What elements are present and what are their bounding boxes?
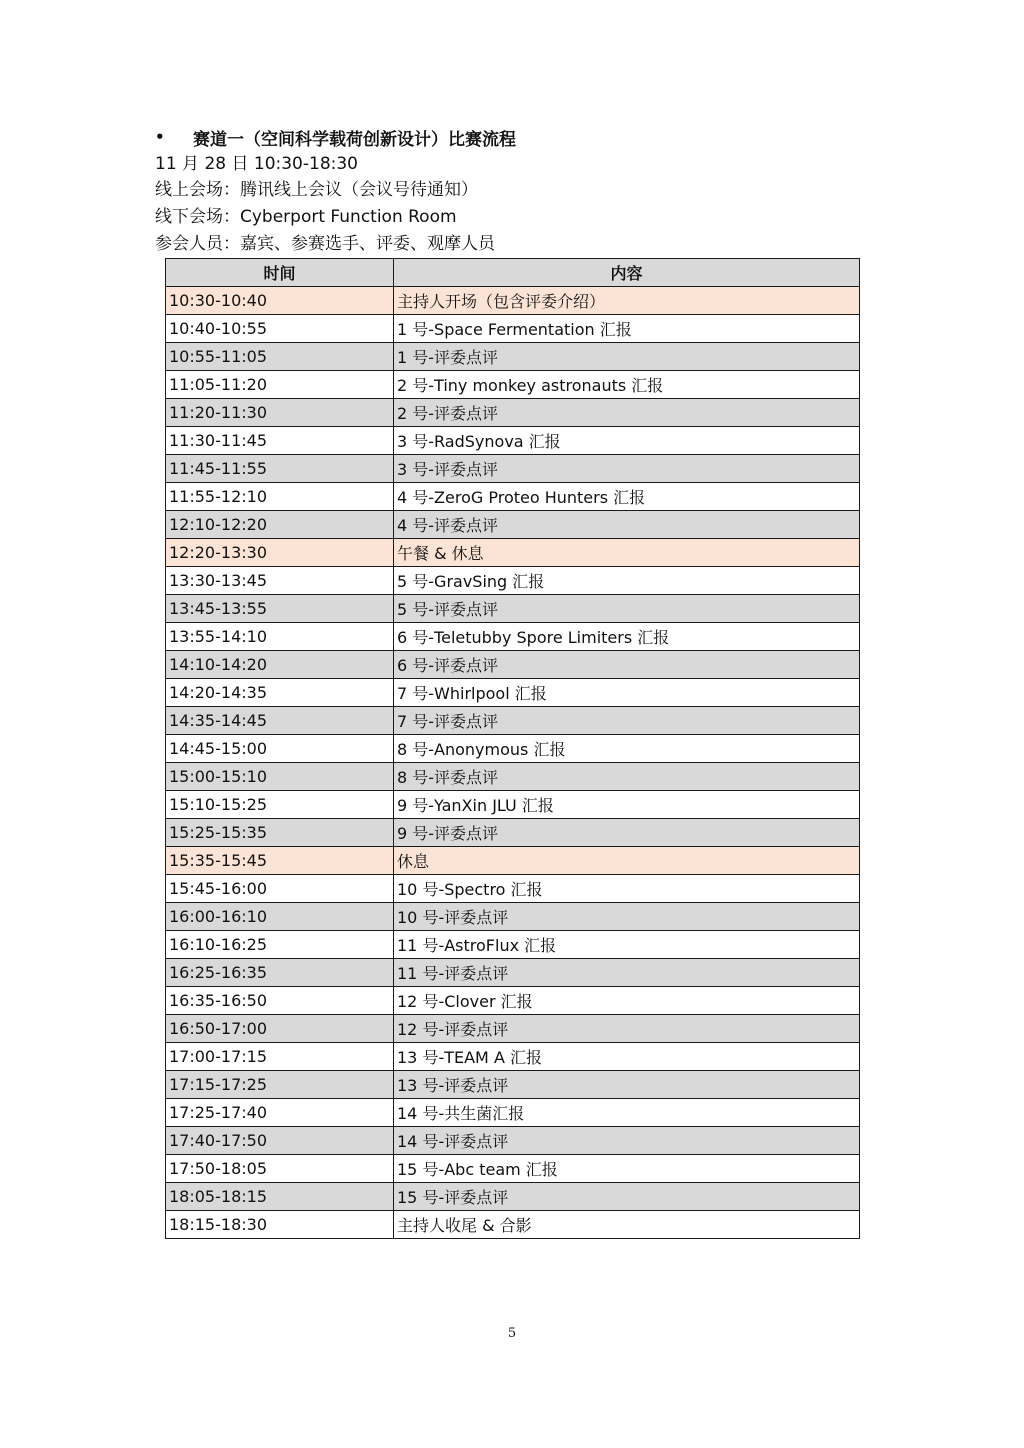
time-cell: 17:25-17:40 [166, 1099, 394, 1127]
table-row [166, 343, 860, 371]
schedule-table [165, 258, 860, 1239]
table-row [166, 763, 860, 791]
table-row [166, 399, 860, 427]
time-cell: 16:50-17:00 [166, 1015, 394, 1043]
content-cell: 13 号-评委点评 [394, 1071, 860, 1099]
time-cell: 11:55-12:10 [166, 483, 394, 511]
time-cell: 14:35-14:45 [166, 707, 394, 735]
table-row [166, 1043, 860, 1071]
time-cell: 14:20-14:35 [166, 679, 394, 707]
section-title: 赛道一（空间科学载荷创新设计）比赛流程 [193, 129, 516, 150]
content-cell: 11 号-AstroFlux 汇报 [394, 931, 860, 959]
content-cell: 14 号-评委点评 [394, 1127, 860, 1155]
page-number: 5 [507, 1326, 517, 1341]
table-row [166, 455, 860, 483]
table-row [166, 875, 860, 903]
table-row [166, 959, 860, 987]
time-cell: 15:35-15:45 [166, 847, 394, 875]
table-row [166, 1211, 860, 1239]
section-heading [155, 124, 516, 150]
content-cell: 13 号-TEAM A 汇报 [394, 1043, 860, 1071]
time-cell: 17:40-17:50 [166, 1127, 394, 1155]
time-cell: 11:20-11:30 [166, 399, 394, 427]
content-cell: 1 号-Space Fermentation 汇报 [394, 315, 860, 343]
table-row [166, 567, 860, 595]
table-row [166, 931, 860, 959]
content-cell: 15 号-Abc team 汇报 [394, 1155, 860, 1183]
table-row [166, 623, 860, 651]
table-header-row [166, 259, 860, 287]
content-cell: 主持人收尾 & 合影 [394, 1211, 860, 1239]
table-row [166, 483, 860, 511]
time-cell: 13:30-13:45 [166, 567, 394, 595]
table-row [166, 679, 860, 707]
time-cell: 10:40-10:55 [166, 315, 394, 343]
content-cell: 8 号-评委点评 [394, 763, 860, 791]
time-cell: 17:50-18:05 [166, 1155, 394, 1183]
table-row [166, 651, 860, 679]
table-row [166, 707, 860, 735]
content-cell: 2 号-评委点评 [394, 399, 860, 427]
time-cell: 12:10-12:20 [166, 511, 394, 539]
content-cell: 午餐 & 休息 [394, 539, 860, 567]
table-row [166, 987, 860, 1015]
content-cell: 主持人开场（包含评委介绍） [394, 287, 860, 315]
time-cell: 10:30-10:40 [166, 287, 394, 315]
content-cell: 12 号-评委点评 [394, 1015, 860, 1043]
table-row [166, 427, 860, 455]
content-cell: 5 号-GravSing 汇报 [394, 567, 860, 595]
time-cell: 15:25-15:35 [166, 819, 394, 847]
time-cell: 10:55-11:05 [166, 343, 394, 371]
attendees: 参会人员：嘉宾、参赛选手、评委、观摩人员 [155, 234, 495, 254]
time-cell: 14:45-15:00 [166, 735, 394, 763]
table-row [166, 819, 860, 847]
content-cell: 12 号-Clover 汇报 [394, 987, 860, 1015]
time-cell: 16:10-16:25 [166, 931, 394, 959]
table-row [166, 315, 860, 343]
content-cell: 3 号-评委点评 [394, 455, 860, 483]
content-cell: 3 号-RadSynova 汇报 [394, 427, 860, 455]
time-cell: 14:10-14:20 [166, 651, 394, 679]
table-row [166, 847, 860, 875]
content-cell: 2 号-Tiny monkey astronauts 汇报 [394, 371, 860, 399]
time-cell: 13:45-13:55 [166, 595, 394, 623]
content-cell: 1 号-评委点评 [394, 343, 860, 371]
time-cell: 16:00-16:10 [166, 903, 394, 931]
table-row [166, 539, 860, 567]
content-cell: 7 号-评委点评 [394, 707, 860, 735]
table-row [166, 735, 860, 763]
content-cell: 5 号-评委点评 [394, 595, 860, 623]
table-row [166, 1071, 860, 1099]
online-venue: 线上会场：腾讯线上会议（会议号待通知） [155, 180, 478, 200]
offline-venue: 线下会场：Cyberport Function Room [155, 207, 457, 227]
time-cell: 15:00-15:10 [166, 763, 394, 791]
content-cell: 15 号-评委点评 [394, 1183, 860, 1211]
content-cell: 9 号-YanXin JLU 汇报 [394, 791, 860, 819]
table-row [166, 511, 860, 539]
content-cell: 6 号-评委点评 [394, 651, 860, 679]
time-cell: 13:55-14:10 [166, 623, 394, 651]
table-row [166, 371, 860, 399]
table-row [166, 287, 860, 315]
time-cell: 12:20-13:30 [166, 539, 394, 567]
content-cell: 10 号-评委点评 [394, 903, 860, 931]
time-cell: 16:35-16:50 [166, 987, 394, 1015]
content-cell: 9 号-评委点评 [394, 819, 860, 847]
table-row [166, 1183, 860, 1211]
time-cell: 15:10-15:25 [166, 791, 394, 819]
content-cell: 4 号-评委点评 [394, 511, 860, 539]
content-cell: 10 号-Spectro 汇报 [394, 875, 860, 903]
table-row [166, 1015, 860, 1043]
content-cell: 6 号-Teletubby Spore Limiters 汇报 [394, 623, 860, 651]
time-cell: 18:15-18:30 [166, 1211, 394, 1239]
header-content: 内容 [394, 259, 860, 287]
time-cell: 18:05-18:15 [166, 1183, 394, 1211]
time-cell: 16:25-16:35 [166, 959, 394, 987]
time-cell: 11:05-11:20 [166, 371, 394, 399]
table-row [166, 1099, 860, 1127]
content-cell: 11 号-评委点评 [394, 959, 860, 987]
time-cell: 17:00-17:15 [166, 1043, 394, 1071]
time-cell: 15:45-16:00 [166, 875, 394, 903]
bullet-icon: • [155, 128, 165, 146]
table-row [166, 791, 860, 819]
content-cell: 休息 [394, 847, 860, 875]
content-cell: 4 号-ZeroG Proteo Hunters 汇报 [394, 483, 860, 511]
table-row [166, 1155, 860, 1183]
time-cell: 11:30-11:45 [166, 427, 394, 455]
table-row [166, 1127, 860, 1155]
content-cell: 8 号-Anonymous 汇报 [394, 735, 860, 763]
content-cell: 14 号-共生菌汇报 [394, 1099, 860, 1127]
content-cell: 7 号-Whirlpool 汇报 [394, 679, 860, 707]
time-cell: 17:15-17:25 [166, 1071, 394, 1099]
time-cell: 11:45-11:55 [166, 455, 394, 483]
header-time: 时间 [166, 259, 394, 287]
schedule-body [166, 287, 860, 1239]
table-row [166, 595, 860, 623]
table-row [166, 903, 860, 931]
event-date-time: 11 月 28 日 10:30-18:30 [155, 154, 358, 174]
